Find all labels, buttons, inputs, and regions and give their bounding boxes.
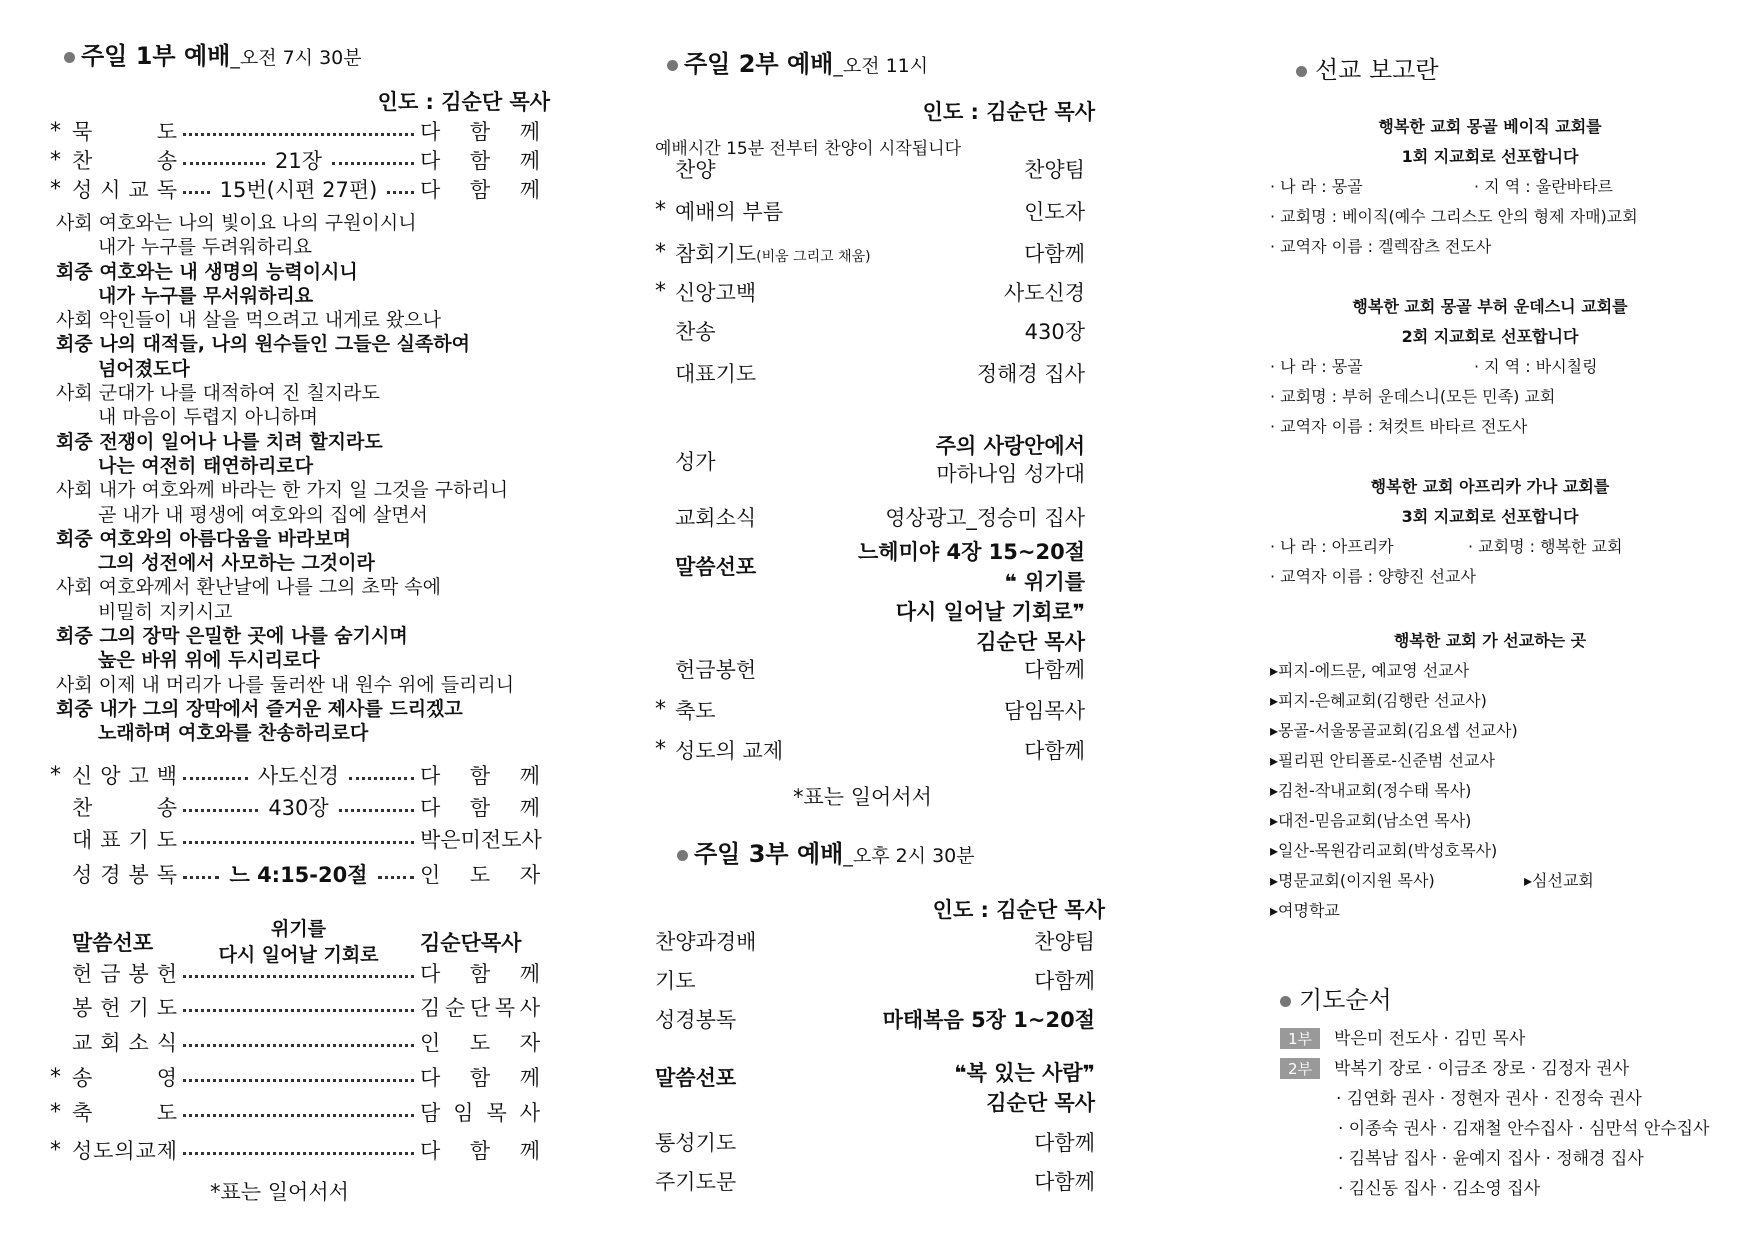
liturgy-row bbox=[50, 116, 540, 146]
dotted-leader bbox=[183, 809, 258, 812]
order-label: 찬송 bbox=[675, 320, 716, 344]
reading-line: 곧 내가 내 평생에 여호와의 집에 살면서 bbox=[98, 503, 428, 526]
service2-sermon-row bbox=[655, 537, 1085, 657]
order-label: 성경봉독 bbox=[655, 1008, 737, 1032]
service2-column bbox=[655, 0, 1105, 1240]
reading-line: 높은 바위 위에 두시리로다 bbox=[98, 649, 320, 672]
liturgy-row bbox=[50, 792, 540, 822]
mission-heading: 행복한 교회 몽골 베이직 교회를 bbox=[1378, 117, 1602, 136]
dotted-leader bbox=[183, 1009, 414, 1012]
asterisk-icon: * bbox=[50, 1099, 61, 1125]
liturgy-row bbox=[50, 174, 540, 204]
order-value: 다함께 bbox=[1034, 1170, 1095, 1194]
liturgy-row bbox=[50, 760, 540, 790]
asterisk-icon: * bbox=[50, 762, 61, 788]
mission-place-item: ▸김천-작내교회(정수태 목사) bbox=[1270, 781, 1472, 800]
triangle-bullet-icon: ▸ bbox=[1270, 871, 1279, 890]
mission-info-line: · 교회명 : 부허 운데스니(모든 민족) 교회 bbox=[1270, 387, 1556, 406]
order-label: 기도 bbox=[655, 969, 696, 993]
order-row bbox=[655, 695, 1085, 725]
order-label: 찬양 bbox=[675, 158, 716, 182]
dotted-leader bbox=[387, 191, 414, 194]
order-value: 다함께 bbox=[1024, 658, 1085, 682]
order-row bbox=[655, 196, 1085, 226]
reading-line: 넘어졌도다 bbox=[98, 357, 190, 380]
reading-line: 그의 성전에서 사모하는 그것이라 bbox=[98, 552, 375, 575]
order-value: 인도자 bbox=[1024, 200, 1085, 224]
order-label-note: (비움 그리고 채움) bbox=[756, 249, 871, 265]
service2-footnote: *표는 일어서서 bbox=[793, 785, 932, 809]
order-label: 대표기도 bbox=[675, 362, 757, 386]
asterisk-icon: * bbox=[50, 118, 61, 144]
asterisk-icon: * bbox=[655, 697, 666, 722]
mission-place-item: ▸필리핀 안티폴로-신준범 선교사 bbox=[1270, 751, 1495, 770]
order-value: 다함께 bbox=[1024, 242, 1085, 266]
liturgy-detail: 느 4:15-20절 bbox=[229, 863, 368, 887]
liturgy-row bbox=[50, 992, 540, 1022]
liturgy-person: 인 도 자 bbox=[420, 1031, 540, 1055]
bullet-dot-icon bbox=[64, 52, 75, 63]
tag-2bu: 2부 bbox=[1280, 1058, 1320, 1079]
reading-line: 회중 나의 대적들, 나의 원수들인 그들은 실족하여 bbox=[56, 333, 470, 356]
liturgy-person: 다 함 께 bbox=[420, 764, 540, 788]
mission-column bbox=[1270, 0, 1720, 1240]
order-row bbox=[655, 926, 1095, 956]
sermon-preacher: 김순단목사 bbox=[420, 931, 522, 955]
liturgy-row bbox=[50, 958, 540, 988]
triangle-bullet-icon: ▸ bbox=[1270, 901, 1279, 920]
reading-line: 내 마음이 두렵지 아니하며 bbox=[98, 406, 319, 429]
liturgy-person: 다 함 께 bbox=[420, 1139, 540, 1163]
reading-line: 사회 이제 내 머리가 나를 둘러싼 내 원수 위에 들리리니 bbox=[56, 673, 515, 696]
liturgy-row bbox=[50, 145, 540, 175]
order-label: 성도의 교제 bbox=[675, 739, 784, 763]
order-label: 주기도문 bbox=[655, 1170, 737, 1194]
order-row bbox=[655, 238, 1085, 268]
service3-leader: 인도 : 김순단 목사 bbox=[932, 898, 1105, 922]
sermon-label: 말씀선포 bbox=[72, 931, 154, 955]
reading-line: 내가 누구를 무서워하리요 bbox=[98, 284, 314, 307]
sermon-detail: 느헤미야 4장 15~20절 ❝ 위기를 다시 일어날 기회로❞ 김순단 목사 bbox=[858, 540, 1085, 654]
reading-line: 내가 누구를 두려워하리요 bbox=[98, 236, 312, 259]
reading-line: 비밀히 지키시고 bbox=[98, 600, 233, 623]
reading-line: 사회 악인들이 내 살을 먹으려고 내게로 왔으나 bbox=[56, 309, 441, 332]
bullet-dot-icon bbox=[677, 850, 688, 861]
reading-line: 회중 그의 장막 은밀한 곳에 나를 숨기시며 bbox=[56, 625, 408, 648]
triangle-bullet-icon: ▸ bbox=[1270, 691, 1279, 710]
dotted-leader bbox=[349, 777, 414, 780]
reading-line: 회중 여호와는 내 생명의 능력이시니 bbox=[56, 260, 358, 283]
service1-title: 주일 1부 예배_오전 7시 30분 bbox=[64, 36, 362, 71]
bullet-dot-icon bbox=[667, 60, 678, 71]
order-row bbox=[655, 154, 1085, 184]
dotted-leader bbox=[183, 777, 248, 780]
liturgy-label: 성 도 의 교 제 bbox=[72, 1139, 177, 1163]
liturgy-person: 담 임 목 사 bbox=[420, 1101, 540, 1125]
order-value: 찬양팀 bbox=[1034, 930, 1095, 954]
mission-info-line: · 교역자 이름 : 쳐컷트 바타르 전도사 bbox=[1270, 417, 1528, 436]
responsive-reading bbox=[56, 211, 536, 746]
sermon-detail: ❝복 있는 사람❞ 김순단 목사 bbox=[954, 1061, 1095, 1115]
liturgy-person: 다 함 께 bbox=[420, 962, 540, 986]
liturgy-person: 다 함 께 bbox=[420, 149, 540, 173]
reading-line: 회중 전쟁이 일어나 나를 치려 할지라도 bbox=[56, 430, 383, 453]
order-row bbox=[655, 1127, 1095, 1157]
tag-1bu: 1부 bbox=[1280, 1028, 1320, 1049]
order-label: 신앙고백 bbox=[675, 281, 757, 305]
asterisk-icon: * bbox=[655, 737, 666, 762]
service2-notice: 예배시간 15분 전부터 찬양이 시작됩니다 bbox=[655, 139, 961, 159]
dotted-leader bbox=[183, 975, 414, 978]
service1-column bbox=[50, 0, 550, 1240]
liturgy-label: 축 도 bbox=[72, 1101, 177, 1125]
mission-info-line: · 나 라 : 몽골 · 지 역 : 바시칠링 bbox=[1270, 357, 1598, 376]
liturgy-detail: 사도신경 bbox=[257, 764, 340, 788]
mission-place-item: ▸몽골-서울몽골교회(김요셉 선교사) bbox=[1270, 721, 1518, 740]
liturgy-person: 다 함 께 bbox=[420, 178, 540, 202]
order-value: 마태복음 5장 1~20절 bbox=[882, 1008, 1095, 1032]
mission-heading: 1회 지교회로 선포합니다 bbox=[1401, 147, 1579, 166]
service3-title: 주일 3부 예배_오후 2시 30분 bbox=[677, 834, 975, 869]
prayer-line-2: 2부 박복기 장로 · 이금조 장로 · 김정자 권사 bbox=[1280, 1054, 1629, 1079]
anthem-label: 성가 bbox=[675, 450, 716, 474]
reading-line: 회중 여호와의 아름다움을 바라보며 bbox=[56, 527, 352, 550]
liturgy-person: 다 함 께 bbox=[420, 1066, 540, 1090]
sermon-title: 위기를 다시 일어날 기회로 bbox=[218, 918, 379, 966]
liturgy-row bbox=[50, 824, 540, 854]
liturgy-label: 묵 도 bbox=[72, 120, 177, 144]
liturgy-person: 인 도 자 bbox=[420, 863, 540, 887]
asterisk-icon: * bbox=[50, 176, 61, 202]
liturgy-detail: 15번(시편 27편) bbox=[219, 178, 378, 202]
triangle-bullet-icon: ▸ bbox=[1270, 841, 1279, 860]
order-value: 430장 bbox=[1024, 320, 1085, 344]
liturgy-label: 헌 금 봉 헌 bbox=[72, 962, 177, 986]
dotted-leader bbox=[183, 1044, 414, 1047]
reading-line: 나는 여전히 태연하리로다 bbox=[98, 454, 314, 477]
reading-line: 회중 내가 그의 장막에서 즐거운 제사를 드리겠고 bbox=[56, 697, 463, 720]
asterisk-icon: * bbox=[50, 147, 61, 173]
dotted-leader bbox=[183, 1152, 414, 1155]
liturgy-label: 성 경 봉 독 bbox=[72, 863, 177, 887]
liturgy-label: 대 표 기 도 bbox=[72, 828, 177, 852]
liturgy-row bbox=[50, 1062, 540, 1092]
asterisk-icon: * bbox=[50, 1137, 61, 1163]
mission-heading: 행복한 교회 몽골 부허 운데스니 교회를 bbox=[1352, 297, 1628, 316]
prayer-line: · 김신동 집사 · 김소영 집사 bbox=[1338, 1179, 1541, 1199]
asterisk-icon: * bbox=[655, 279, 666, 304]
bullet-dot-icon bbox=[1280, 996, 1291, 1007]
reading-line: 사회 군대가 나를 대적하여 진 칠지라도 bbox=[56, 382, 380, 405]
service1-leader: 인도 : 김순단 목사 bbox=[377, 90, 550, 114]
mission-place-item: ▸여명학교 bbox=[1270, 901, 1340, 920]
mission-place-item: ▸명문교회(이지원 목사) bbox=[1270, 871, 1435, 890]
liturgy-label: 교 회 소 식 bbox=[72, 1031, 177, 1055]
dotted-leader bbox=[183, 1114, 414, 1117]
order-label: 헌금봉헌 bbox=[675, 658, 757, 682]
anthem-row bbox=[655, 432, 1085, 492]
liturgy-row bbox=[50, 859, 540, 889]
anthem-detail: 주의 사랑안에서 마하나임 성가대 bbox=[935, 434, 1085, 486]
dotted-leader bbox=[183, 841, 414, 844]
dotted-leader bbox=[183, 133, 414, 136]
triangle-bullet-icon: ▸ bbox=[1524, 871, 1533, 890]
mission-info-line: · 나 라 : 아프리카 · 교회명 : 행복한 교회 bbox=[1270, 537, 1623, 556]
reading-line: 노래하며 여호와를 찬송하리로다 bbox=[98, 722, 369, 745]
liturgy-label: 신 앙 고 백 bbox=[72, 764, 177, 788]
mission-place-item: ▸일산-목원감리교회(박성호목사) bbox=[1270, 841, 1498, 860]
order-row bbox=[655, 654, 1085, 684]
liturgy-row bbox=[50, 1097, 540, 1127]
news-label: 교회소식 bbox=[675, 506, 757, 530]
mission-place-item: ▸심선교회 bbox=[1524, 871, 1594, 890]
liturgy-row bbox=[50, 1135, 540, 1165]
triangle-bullet-icon: ▸ bbox=[1270, 661, 1279, 680]
order-value: 찬양팀 bbox=[1024, 158, 1085, 182]
order-value: 다함께 bbox=[1034, 969, 1095, 993]
news-row bbox=[655, 502, 1085, 532]
liturgy-label: 찬 송 bbox=[72, 149, 177, 173]
liturgy-row bbox=[50, 1027, 540, 1057]
liturgy-person: 김 순 단 목 사 bbox=[420, 996, 540, 1020]
prayer-title: 기도순서 bbox=[1280, 980, 1392, 1015]
service1-footnote: *표는 일어서서 bbox=[210, 1180, 349, 1204]
dotted-leader bbox=[183, 162, 265, 165]
mission-title: 선교 보고란 bbox=[1296, 50, 1439, 85]
triangle-bullet-icon: ▸ bbox=[1270, 721, 1279, 740]
order-label: 찬양과경배 bbox=[655, 930, 757, 954]
mission-info-line: · 나 라 : 몽골 · 지 역 : 울란바타르 bbox=[1270, 177, 1614, 196]
order-label: 예배의 부름 bbox=[675, 200, 784, 224]
order-row bbox=[655, 1004, 1095, 1034]
triangle-bullet-icon: ▸ bbox=[1270, 811, 1279, 830]
prayer-line-1: 1부 박은미 전도사 · 김민 목사 bbox=[1280, 1024, 1525, 1049]
liturgy-detail: 430장 bbox=[268, 796, 329, 820]
prayer-line: · 김연화 권사 · 정현자 권사 · 진정숙 권사 bbox=[1336, 1089, 1642, 1109]
order-row bbox=[655, 735, 1085, 765]
service3-sermon-row bbox=[655, 1058, 1095, 1120]
mission-info-line: · 교회명 : 베이직(예수 그리스도 안의 형제 자매)교회 bbox=[1270, 207, 1638, 226]
triangle-bullet-icon: ▸ bbox=[1270, 751, 1279, 770]
mission-info-line: · 교역자 이름 : 겔렉잠츠 전도사 bbox=[1270, 237, 1492, 256]
order-value: 사도신경 bbox=[1003, 281, 1085, 305]
triangle-bullet-icon: ▸ bbox=[1270, 781, 1279, 800]
liturgy-person: 다 함 께 bbox=[420, 796, 540, 820]
order-row bbox=[655, 1166, 1095, 1196]
order-row bbox=[655, 965, 1095, 995]
mission-heading: 3회 지교회로 선포합니다 bbox=[1401, 507, 1579, 526]
dotted-leader bbox=[339, 809, 414, 812]
prayer-line: · 이종숙 권사 · 김재철 안수집사 · 심만석 안수집사 bbox=[1338, 1119, 1710, 1139]
mission-place-item: ▸피지-에드문, 예교영 선교사 bbox=[1270, 661, 1470, 680]
order-label: 통성기도 bbox=[655, 1131, 737, 1155]
dotted-leader bbox=[332, 162, 414, 165]
mission-place-item: ▸피지-은혜교회(김행란 선교사) bbox=[1270, 691, 1487, 710]
news-detail: 영상광고_정승미 집사 bbox=[885, 506, 1085, 530]
dotted-leader bbox=[183, 1079, 414, 1082]
asterisk-icon: * bbox=[50, 1064, 61, 1090]
mission-heading: 행복한 교회 아프리카 가나 교회를 bbox=[1370, 477, 1610, 496]
liturgy-label: 찬 송 bbox=[72, 796, 177, 820]
liturgy-detail: 21장 bbox=[275, 149, 323, 173]
reading-line: 사회 내가 여호와께 바라는 한 가지 일 그것을 구하리니 bbox=[56, 479, 509, 502]
order-row bbox=[655, 316, 1085, 346]
sermon-label: 말씀선포 bbox=[655, 1066, 737, 1090]
bullet-dot-icon bbox=[1296, 66, 1307, 77]
liturgy-label: 봉 헌 기 도 bbox=[72, 996, 177, 1020]
order-value: 다함께 bbox=[1034, 1131, 1095, 1155]
order-label: 축도 bbox=[675, 699, 716, 723]
asterisk-icon: * bbox=[655, 198, 666, 223]
prayer-line: · 김복남 집사 · 윤예지 집사 · 정해경 집사 bbox=[1338, 1149, 1644, 1169]
liturgy-person: 다 함 께 bbox=[420, 120, 540, 144]
dotted-leader bbox=[183, 191, 210, 194]
liturgy-label: 성 시 교 독 bbox=[72, 178, 177, 202]
dotted-leader bbox=[378, 876, 414, 879]
order-value: 담임목사 bbox=[1003, 699, 1085, 723]
service2-leader: 인도 : 김순단 목사 bbox=[922, 100, 1095, 124]
order-row bbox=[655, 277, 1085, 307]
mission-heading: 2회 지교회로 선포합니다 bbox=[1401, 327, 1579, 346]
places-title: 행복한 교회 가 선교하는 곳 bbox=[1393, 631, 1587, 650]
liturgy-person: 박 은 미 전 도 사 bbox=[420, 828, 542, 852]
mission-place-item: ▸대전-믿음교회(남소연 목사) bbox=[1270, 811, 1472, 830]
order-row bbox=[655, 358, 1085, 388]
order-value: 다함께 bbox=[1024, 739, 1085, 763]
sermon-label: 말씀선포 bbox=[675, 555, 757, 579]
reading-line: 사회 여호와께서 환난날에 나를 그의 초막 속에 bbox=[56, 576, 441, 599]
reading-line: 사회 여호와는 나의 빛이요 나의 구원이시니 bbox=[56, 212, 417, 234]
order-value: 정해경 집사 bbox=[976, 362, 1085, 386]
service2-title: 주일 2부 예배_오전 11시 bbox=[667, 44, 928, 79]
dotted-leader bbox=[183, 876, 219, 879]
order-label: 참회기도(비움 그리고 채움) bbox=[675, 242, 871, 266]
asterisk-icon: * bbox=[655, 240, 666, 265]
mission-info-line: · 교역자 이름 : 양향진 선교사 bbox=[1270, 567, 1476, 586]
liturgy-label: 송 영 bbox=[72, 1066, 177, 1090]
